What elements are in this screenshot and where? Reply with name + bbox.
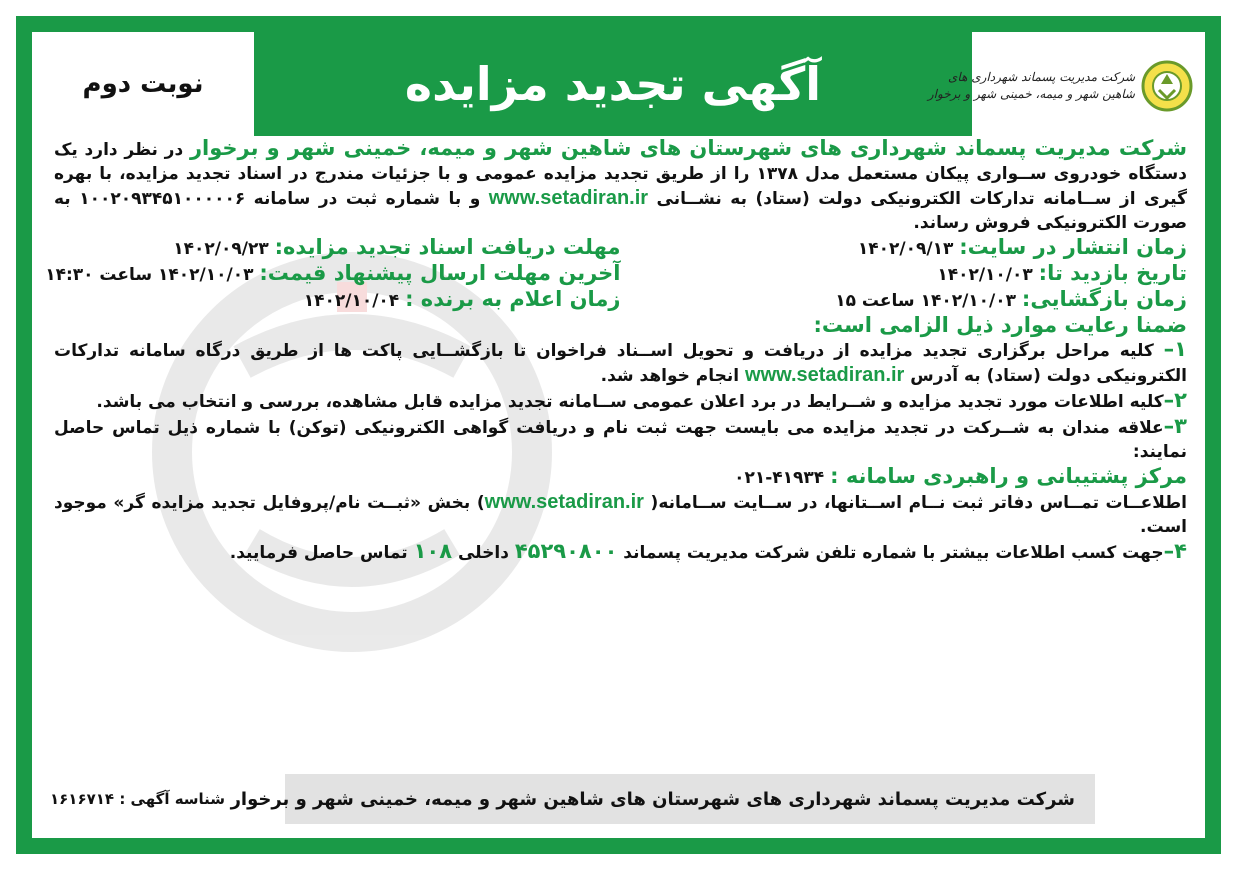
schedule-bid-deadline bbox=[45, 261, 621, 287]
item-text: جهت کسب اطلاعات بیشتر با شماره تلفن شرکت مدیریت پسماند bbox=[617, 543, 1164, 563]
intro-text-1: در نظر دارد یک دستگاه خودروی ســواری پیکان مستعمل مدل ۱۳۷۸ را از طریق تجدید مزایده عمومی و با جزئیات مندرج در اسناد تجدید مزایده، با بهره گیری از ســامانه تدارکات الکترونیکی دولت (ستاد) به نشــانی bbox=[54, 140, 1188, 209]
schedule-opening bbox=[621, 287, 1188, 313]
requirement-3 bbox=[54, 414, 1187, 464]
schedule-value: ۱۴۰۲/۰۹/۲۳ bbox=[173, 239, 275, 259]
schedule-label: زمان انتشار در سایت: bbox=[959, 235, 1187, 259]
schedule-row-2 bbox=[45, 261, 1187, 287]
schedule-winner bbox=[54, 287, 621, 313]
schedule-label: زمان اعلام به برنده : bbox=[405, 287, 621, 311]
requirements-heading: ضمنا رعایت موارد ذیل الزامی است: bbox=[813, 313, 1187, 337]
recycle-emblem-icon bbox=[1141, 60, 1193, 112]
schedule-label: مهلت دریافت اسناد تجدید مزایده: bbox=[274, 235, 621, 259]
logo-line-1: شرکت مدیریت پسماند شهرداری های bbox=[948, 70, 1135, 84]
requirement-4 bbox=[54, 539, 1187, 565]
item-number: ۱– bbox=[1163, 337, 1187, 361]
item-text: کلیه مراحل برگزاری تجدید مزایده از دریافت و تحویل اســناد فراخوان تا بازگشــایی پاکت ها از طریق درگاه سامانه تدارکات الکترونیکی دولت (ستاد) به آدرس bbox=[54, 341, 1187, 386]
intro-paragraph bbox=[54, 136, 1187, 235]
support-phone: ۴۱۹۳۴-۰۲۱ bbox=[734, 468, 831, 488]
item-text: داخلی bbox=[452, 543, 515, 563]
schedule-docs-deadline bbox=[54, 235, 621, 261]
schedule-value: ۱۴۰۲/۱۰/۰۳ ساعت ۱۵ bbox=[835, 291, 1022, 311]
logo-text bbox=[927, 69, 1135, 103]
schedule-label: تاریخ بازدید تا: bbox=[1038, 261, 1187, 285]
setadiran-link[interactable]: www.setadiran.ir bbox=[484, 491, 644, 513]
item-text: تماس حاصل فرمایید. bbox=[229, 543, 414, 563]
item-text: انجام خواهد شد. bbox=[600, 366, 746, 386]
info-paragraph bbox=[54, 490, 1187, 539]
ad-id: شناسه آگهی : ۱۶۱۶۷۱۴ bbox=[50, 790, 226, 808]
schedule-row-1 bbox=[54, 235, 1187, 261]
ad-inner bbox=[30, 30, 1207, 840]
turn-box bbox=[32, 32, 254, 136]
title-banner bbox=[254, 32, 972, 136]
turn-label: نوبت دوم bbox=[82, 69, 204, 99]
footer-company: شرکت مدیریت پسماند شهرداری های شهرستان های شاهین شهر و میمه، خمینی شهر و برخوار bbox=[230, 788, 1075, 810]
company-name: شرکت مدیریت پسماند شهرداری های شهرستان های شاهین شهر و میمه، خمینی شهر و برخوار bbox=[189, 136, 1187, 160]
logo-line-2: شاهین شهر و میمه، خمینی شهر و برخوار bbox=[927, 87, 1135, 101]
info-text: ) بخش «ثبــت نام/پروفایل تجدید مزایده گر» موجود است. bbox=[54, 493, 1187, 537]
support-line bbox=[54, 464, 1187, 490]
page-title: آگهی تجدید مزایده bbox=[404, 57, 822, 111]
item-number: ۳– bbox=[1163, 414, 1187, 438]
extension-number: ۱۰۸ bbox=[413, 539, 453, 563]
schedule-row-3 bbox=[54, 287, 1187, 313]
item-text: کلیه اطلاعات مورد تجدید مزایده و شــرایط در برد اعلان عمومی ســامانه تجدید مزایده قابل مشاهده، بررسی و انتخاب می باشد. bbox=[96, 392, 1164, 412]
schedule-value: ۱۴۰۲/۱۰/۰۳ ساعت ۱۴:۳۰ bbox=[45, 265, 260, 285]
item-text: علاقه مندان به شــرکت در تجدید مزایده می بایست جهت ثبت نام و دریافت گواهی الکترونیکی (توکن) با شماره ذیل تماس حاصل نمایند: bbox=[54, 418, 1187, 462]
item-number: ۴– bbox=[1163, 539, 1187, 563]
info-text: اطلاعــات تمــاس دفاتر ثبت نــام اســتانها، در ســایت ســامانه( bbox=[643, 493, 1187, 513]
schedule-publish bbox=[621, 235, 1188, 261]
intro-text-2: و با شماره ثبت در سامانه ۱۰۰۲۰۹۳۴۵۱۰۰۰۰۰۶ به صورت الکترونیکی فروش رساند. bbox=[54, 189, 1187, 233]
setadiran-link[interactable]: www.setadiran.ir bbox=[745, 364, 905, 386]
setadiran-link[interactable]: www.setadiran.ir bbox=[488, 187, 649, 209]
company-logo bbox=[927, 50, 1193, 122]
schedule-label: آخرین مهلت ارسال پیشنهاد قیمت: bbox=[259, 261, 621, 285]
footer-bar bbox=[230, 774, 1095, 824]
schedule-value: ۱۴۰۲/۱۰/۰۴ bbox=[303, 291, 406, 311]
ad-frame bbox=[16, 16, 1221, 854]
ad-body bbox=[45, 136, 1188, 565]
requirement-2 bbox=[54, 388, 1187, 414]
item-number: ۲– bbox=[1163, 388, 1187, 412]
schedule-value: ۱۴۰۲/۰۹/۱۳ bbox=[857, 239, 960, 259]
schedule-label: زمان بازگشایی: bbox=[1021, 287, 1187, 311]
support-label: مرکز پشتیبانی و راهبردی سامانه : bbox=[830, 464, 1187, 488]
header bbox=[32, 32, 1205, 136]
schedule-visit bbox=[621, 261, 1188, 287]
phone-number: ۴۵۲۹۰۸۰۰ bbox=[514, 539, 618, 563]
footer bbox=[32, 774, 1205, 824]
schedule-value: ۱۴۰۲/۱۰/۰۳ bbox=[937, 265, 1039, 285]
requirement-1 bbox=[54, 337, 1187, 388]
